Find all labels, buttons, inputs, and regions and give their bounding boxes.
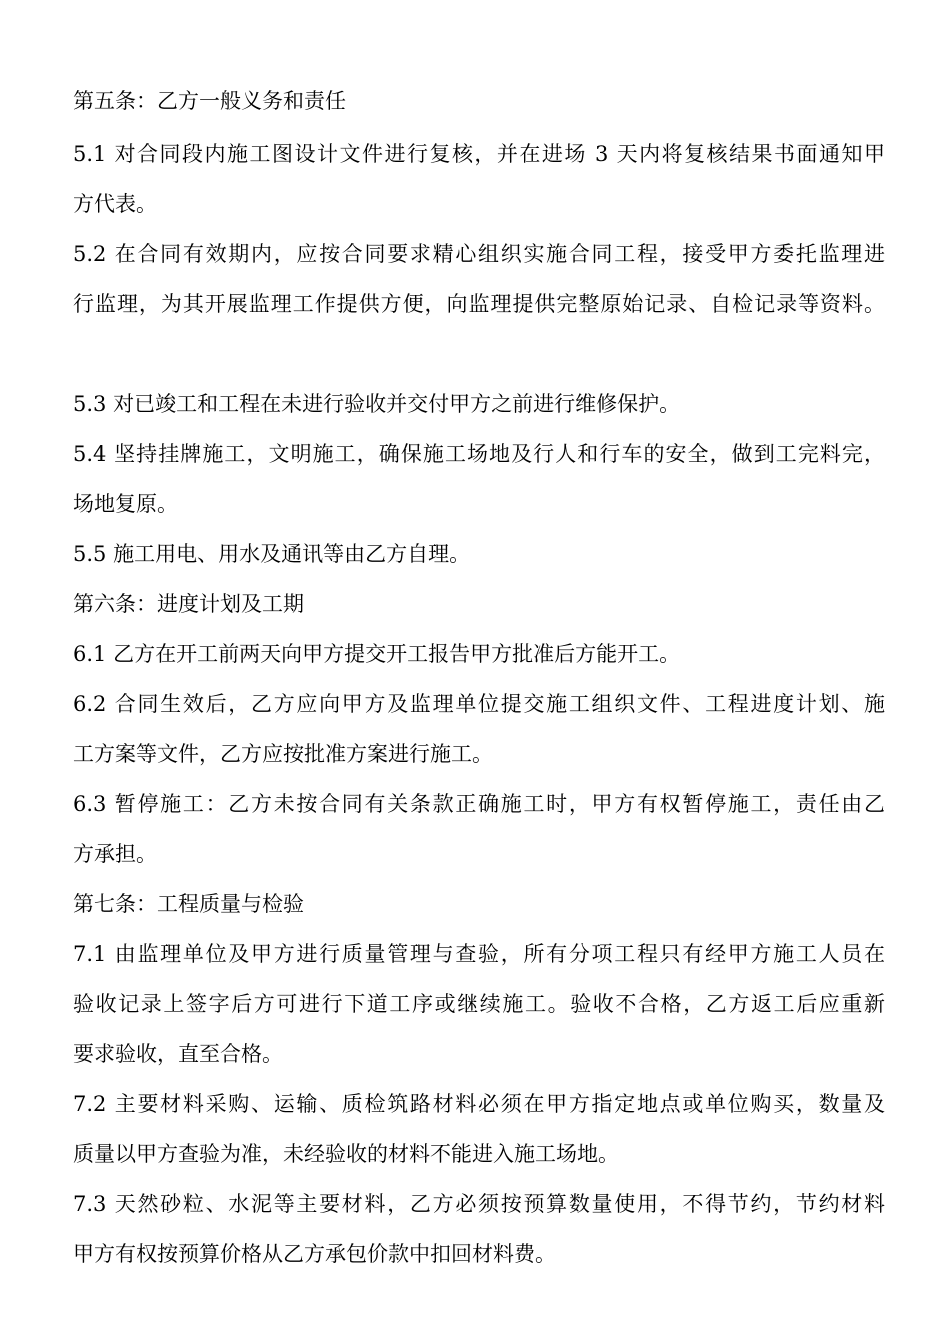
clause-7-1-line-2: 验收记录上签字后方可进行下道工序或继续施工。验收不合格，乙方返工后应重新 (73, 992, 885, 1016)
clause-5-4-line-1: 5.4 坚持挂牌施工，文明施工，确保施工场地及行人和行车的安全，做到工完料完， (73, 442, 885, 466)
article-5-heading: 第五条：乙方一般义务和责任 (73, 89, 346, 113)
clause-5-3: 5.3 对已竣工和工程在未进行验收并交付甲方之前进行维修保护。 (73, 392, 681, 416)
clause-7-1-line-3: 要求验收，直至合格。 (73, 1042, 283, 1066)
clause-5-1-line-1: 5.1 对合同段内施工图设计文件进行复核，并在进场 3 天内将复核结果书面通知甲 (73, 142, 885, 166)
article-6-heading: 第六条：进度计划及工期 (73, 592, 304, 616)
clause-6-1: 6.1 乙方在开工前两天向甲方提交开工报告甲方批准后方能开工。 (73, 642, 681, 666)
clause-5-2-line-2: 行监理，为其开展监理工作提供方便，向监理提供完整原始记录、自检记录等资料。 (73, 292, 885, 316)
clause-7-3-line-2: 甲方有权按预算价格从乙方承包价款中扣回材料费。 (73, 1242, 556, 1266)
clause-6-2-line-2: 工方案等文件，乙方应按批准方案进行施工。 (73, 742, 493, 766)
clause-6-3-line-1: 6.3 暂停施工：乙方未按合同有关条款正确施工时，甲方有权暂停施工，责任由乙 (73, 792, 885, 816)
clause-7-2-line-1: 7.2 主要材料采购、运输、质检筑路材料必须在甲方指定地点或单位购买，数量及 (73, 1092, 885, 1116)
clause-5-4-line-2: 场地复原。 (73, 492, 178, 516)
clause-5-1-line-2: 方代表。 (73, 192, 157, 216)
clause-5-2-line-1: 5.2 在合同有效期内，应按合同要求精心组织实施合同工程，接受甲方委托监理进 (73, 242, 885, 266)
clause-7-2-line-2: 质量以甲方查验为准，未经验收的材料不能进入施工场地。 (73, 1142, 619, 1166)
clause-5-5: 5.5 施工用电、用水及通讯等由乙方自理。 (73, 542, 471, 566)
clause-7-3-line-1: 7.3 天然砂粒、水泥等主要材料，乙方必须按预算数量使用，不得节约，节约材料 (73, 1192, 885, 1216)
clause-7-1-line-1: 7.1 由监理单位及甲方进行质量管理与查验，所有分项工程只有经甲方施工人员在 (73, 942, 885, 966)
clause-6-2-line-1: 6.2 合同生效后，乙方应向甲方及监理单位提交施工组织文件、工程进度计划、施 (73, 692, 885, 716)
clause-6-3-line-2: 方承担。 (73, 842, 157, 866)
article-7-heading: 第七条：工程质量与检验 (73, 892, 304, 916)
